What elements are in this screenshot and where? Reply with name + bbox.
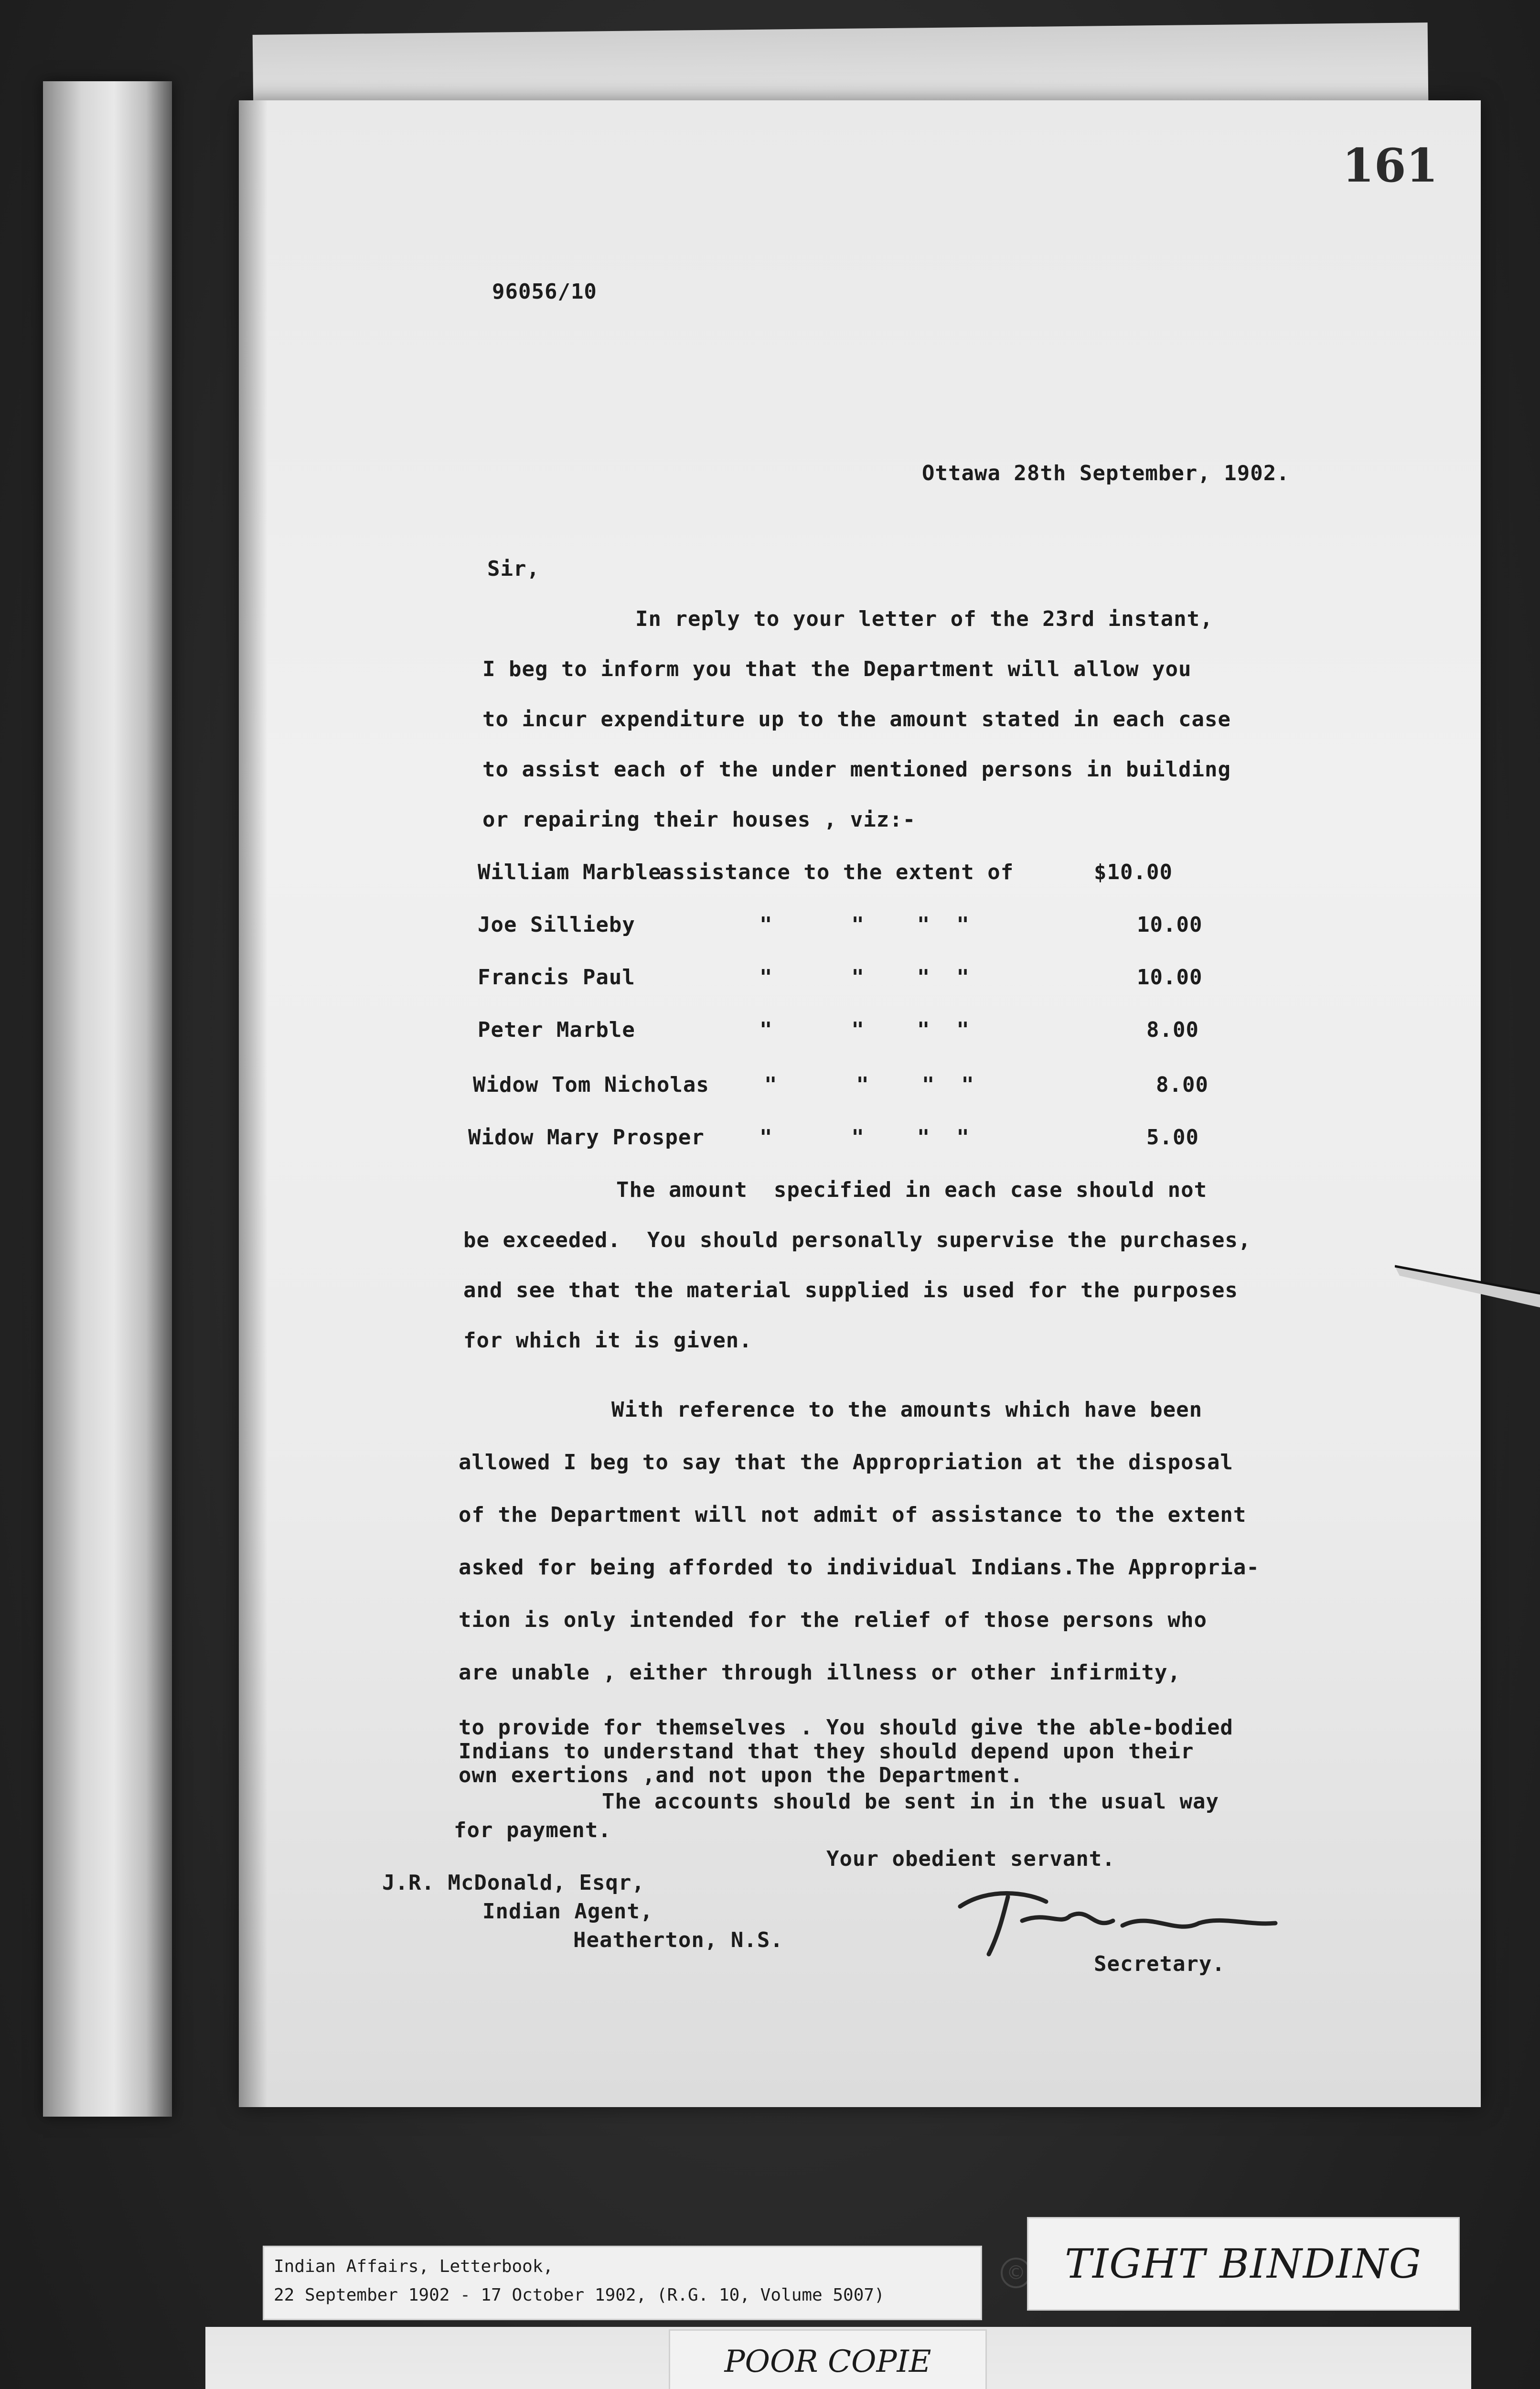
poor-copy-note: POOR COPIE (669, 2329, 987, 2389)
list-item-text: assistance to the extent of (659, 860, 1014, 884)
label-line: 22 September 1902 - 17 October 1902, (R.G. 10, Volume 5007) (274, 2285, 885, 2305)
addressee-line: Heatherton, N.S. (573, 1928, 783, 1952)
date-line: Ottawa 28th September, 1902. (922, 461, 1290, 485)
list-item-name: Joe Sillieby (478, 913, 635, 937)
file-reference: 96056/10 (492, 280, 597, 304)
paragraph-line: asked for being afforded to individual Indians.The Appropria- (459, 1555, 1260, 1580)
paragraph-line: to provide for themselves . You should give the able-bodied (459, 1715, 1233, 1740)
list-item-text: " " " " (764, 1073, 974, 1097)
list-item-text: " " " " (759, 913, 970, 937)
list-item-amount: 8.00 (1146, 1018, 1199, 1042)
list-item-name: Widow Mary Prosper (468, 1125, 705, 1150)
paragraph-line: and see that the material supplied is used for the purposes (463, 1278, 1238, 1302)
closing-line: Your obedient servant. (826, 1847, 1115, 1871)
label-line: Indian Affairs, Letterbook, (274, 2257, 554, 2276)
list-item-name: Peter Marble (478, 1018, 635, 1042)
paragraph-line: are unable , either through illness or other infirmity, (459, 1660, 1181, 1685)
handwritten-signature (951, 1878, 1285, 1959)
list-item-name: Francis Paul (478, 965, 635, 990)
addressee-line: J.R. McDonald, Esqr, (382, 1871, 645, 1895)
paragraph-line: or repairing their houses , viz:- (482, 807, 916, 832)
paragraph-line: to assist each of the under mentioned persons in building (482, 757, 1231, 782)
paragraph-line: tion is only intended for the relief of those persons who (459, 1608, 1207, 1632)
page-edge-strip (43, 81, 172, 2117)
list-item-amount: 10.00 (1137, 913, 1203, 937)
folio-number: 161 (1342, 139, 1438, 193)
paragraph-line: be exceeded. You should personally supervise the purchases, (463, 1228, 1251, 1252)
list-item-amount: 8.00 (1156, 1073, 1208, 1097)
paragraph-line: for payment. (454, 1818, 611, 1842)
list-item-amount: 10.00 (1137, 965, 1203, 990)
paragraph-line: own exertions ,and not upon the Department. (459, 1763, 1024, 1787)
pointer-pen-tip (1395, 1252, 1540, 1309)
tight-binding-note: TIGHT BINDING (1027, 2217, 1460, 2311)
paragraph-line: Indians to understand that they should depend upon their (459, 1739, 1194, 1764)
list-item-text: " " " " (759, 1018, 970, 1042)
copyright-icon: © (1001, 2258, 1031, 2288)
paragraph-line: The amount specified in each case should not (616, 1178, 1208, 1202)
paragraph-line: The accounts should be sent in in the usual way (602, 1789, 1219, 1814)
paragraph-line: of the Department will not admit of assistance to the extent (459, 1503, 1247, 1527)
letter-page (239, 100, 1481, 2107)
paragraph-line: allowed I beg to say that the Appropriation at the disposal (459, 1450, 1233, 1474)
archive-catalog-label (263, 2246, 982, 2320)
addressee-line: Indian Agent, (482, 1899, 653, 1924)
list-item-name: Widow Tom Nicholas (473, 1073, 709, 1097)
list-item-text: " " " " (759, 1125, 970, 1150)
salutation: Sir, (487, 557, 540, 581)
paragraph-line: to incur expenditure up to the amount stated in each case (482, 707, 1231, 732)
list-item-amount: 5.00 (1146, 1125, 1199, 1150)
signatory-title: Secretary. (1094, 1952, 1225, 1976)
paragraph-line: for which it is given. (463, 1328, 752, 1353)
paragraph-line: In reply to your letter of the 23rd instant, (635, 607, 1213, 631)
paragraph-line: With reference to the amounts which have been (611, 1398, 1203, 1422)
list-item-name: William Marble (478, 860, 662, 884)
list-item-amount: $10.00 (1094, 860, 1173, 884)
paragraph-line: I beg to inform you that the Department will allow you (482, 657, 1192, 681)
list-item-text: " " " " (759, 965, 970, 990)
